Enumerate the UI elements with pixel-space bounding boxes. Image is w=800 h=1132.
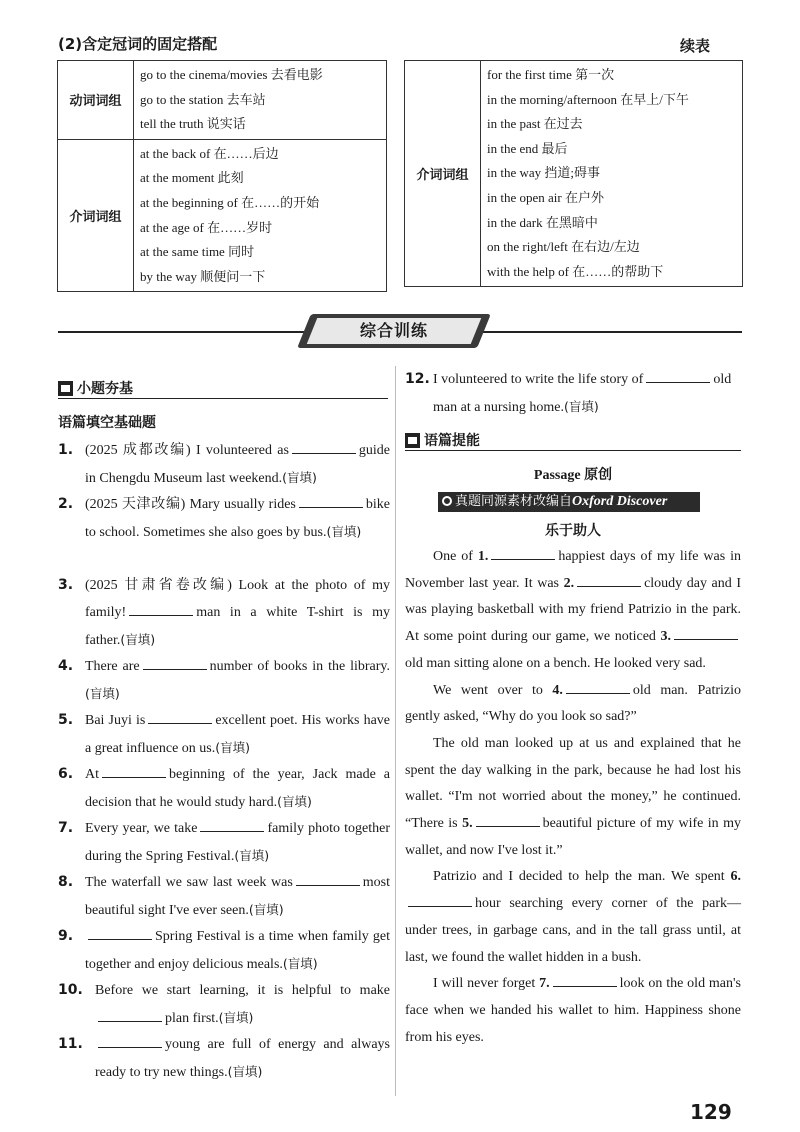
question-number: 2. [58, 496, 74, 512]
banner-rule-right [480, 331, 742, 333]
answer-blank[interactable] [143, 656, 207, 670]
question-item: 1. (2025 成都改编) I volunteered as guide in Chengdu Museum last weekend.(盲填) [58, 437, 390, 492]
category-cell: 动词词组 [58, 61, 134, 140]
answer-blank[interactable] [491, 546, 555, 560]
phrase-item: in the past 在过去 [487, 116, 583, 132]
continued-label: 续表 [680, 37, 711, 55]
section-heading: (2)含定冠词的固定搭配 [58, 35, 218, 53]
category-cell: 介词词组 [58, 139, 134, 292]
phrase-item: go to the station 去车站 [140, 91, 266, 107]
question-number: 4. [58, 658, 74, 674]
question-number: 8. [58, 874, 74, 890]
question-number: 11. [58, 1036, 83, 1052]
phrase-item: tell the truth 说实话 [140, 116, 246, 132]
question-item: 6. At beginning of the year, Jack made a decision that he would study hard.(盲填) [58, 761, 390, 816]
passage-title: 乐于助人 [545, 523, 601, 539]
question-item: 8. The waterfall we saw last week was most beautiful sight I've ever seen.(盲填) [58, 869, 390, 924]
answer-blank[interactable] [553, 973, 617, 987]
book-icon [58, 381, 73, 396]
items-cell [481, 61, 743, 287]
phrase-item: at the back of 在……后边 [140, 145, 279, 161]
paragraph: We went over to 4. old man. Patrizio gently asked, “Why do you look so sad?” [405, 678, 741, 731]
phrase-table-left [57, 60, 387, 292]
question-number: 1. [58, 442, 74, 458]
section-rule [58, 398, 388, 399]
phrase-item: at the moment 此刻 [140, 170, 244, 186]
question-item: 10. Before we start learning, it is helpful to makeplan first.(盲填) [58, 977, 390, 1032]
passage-label: Passage 原创 [533, 467, 613, 483]
answer-blank[interactable] [98, 1008, 162, 1022]
answer-blank[interactable] [408, 893, 472, 907]
question-number: 7. [58, 820, 74, 836]
answer-blank[interactable] [674, 626, 738, 640]
answer-blank[interactable] [566, 680, 630, 694]
answer-blank[interactable] [98, 1034, 162, 1048]
question-number: 10. [58, 982, 83, 998]
phrase-item: at the age of 在……岁时 [140, 219, 273, 235]
section-title-reading [405, 430, 480, 450]
answer-blank[interactable] [200, 818, 264, 832]
section-rule [405, 450, 741, 451]
question-item: 5. Bai Juyi is excellent poet. His works have a great influence on us.(盲填) [58, 707, 390, 762]
book-icon [405, 433, 420, 448]
paragraph: The old man looked up at us and explained that he spent the day walking in the park, because he had lost his wallet. “I'm not worried about the money,” he continued. “There is 5. beautiful picture of my wife in my wallet, and now I've lost it.” [405, 735, 741, 858]
question-item: 2. (2025 天津改编) Mary usually rides bike to school. Sometimes she also goes by bus.(盲填) [58, 491, 390, 546]
phrase-item: in the way 挡道;碍事 [487, 165, 601, 181]
passage-body [405, 544, 741, 1051]
phrase-item: go to the cinema/movies 去看电影 [140, 67, 323, 82]
question-item: 7. Every year, we take family photo together during the Spring Festival.(盲填) [58, 815, 390, 870]
banner-title: 综合训练 [359, 321, 428, 340]
phrase-item: in the open air 在户外 [487, 189, 604, 205]
answer-blank[interactable] [148, 710, 212, 724]
section-title-text: 小题夯基 [77, 381, 133, 397]
items-cell [134, 139, 387, 292]
table-row [58, 139, 387, 292]
phrase-item: in the dark 在黑暗中 [487, 214, 598, 230]
question-number: 12. [405, 371, 430, 387]
answer-blank[interactable] [577, 573, 641, 587]
paragraph: One of 1. happiest days of my life was in November last year. It was 2. cloudy day and I was playing basketball with my friend Patrizio in the park. At some point during our game, we noticed 3.old man sitting alone on a bench. He looked very sad. [405, 544, 741, 678]
paragraph: I will never forget 7. look on the old man's face when we handed his wallet to him. Happiness shone from his eyes. [405, 971, 741, 1051]
table-row [405, 61, 743, 287]
question-item: 12. I volunteered to write the life story of old man at a nursing home.(盲填) [405, 366, 741, 421]
answer-blank[interactable] [88, 926, 152, 940]
location-pin-icon [442, 496, 452, 506]
column-divider [395, 366, 396, 1096]
paragraph: Patrizio and I decided to help the man. We spent 6.hour searching every corner of the park—under trees, in garbage cans, and in the tall grass until, at last, we found the wallet hidden in a bush. [405, 869, 741, 965]
subsection-title: 语篇填空基础题 [58, 415, 156, 431]
phrase-item: on the right/left 在右边/左边 [487, 239, 640, 255]
question-item: 3. (2025 甘肃省卷改编) Look at the photo of my family! man in a white T-shirt is my father.(盲填) [58, 572, 390, 654]
question-number: 3. [58, 577, 74, 593]
phrase-item: for the first time 第一次 [487, 67, 615, 82]
banner-rule-left [58, 331, 308, 333]
question-number: 6. [58, 766, 74, 782]
phrase-item: by the way 顺便问一下 [140, 268, 266, 284]
table-row [58, 61, 387, 140]
answer-blank[interactable] [299, 494, 363, 508]
question-number: 5. [58, 712, 74, 728]
source-badge: 真题同源素材改编自Oxford Discover [438, 492, 700, 512]
question-number: 9. [58, 928, 74, 944]
items-cell [134, 61, 387, 140]
phrase-item: at the same time 同时 [140, 244, 255, 260]
section-title-basics [58, 378, 133, 398]
category-cell: 介词词组 [405, 61, 481, 287]
answer-blank[interactable] [129, 602, 193, 616]
answer-blank[interactable] [296, 872, 360, 886]
phrase-item: in the end 最后 [487, 140, 568, 156]
answer-blank[interactable] [476, 813, 540, 827]
answer-blank[interactable] [646, 369, 710, 383]
phrase-item: in the morning/afternoon 在早上/下午 [487, 91, 689, 107]
phrase-table-right [404, 60, 743, 287]
section-banner [304, 314, 484, 348]
question-item: 9. Spring Festival is a time when family get together and enjoy delicious meals.(盲填) [58, 923, 390, 978]
phrase-item: with the help of 在……的帮助下 [487, 263, 664, 279]
phrase-item: at the beginning of 在……的开始 [140, 194, 320, 210]
answer-blank[interactable] [102, 764, 166, 778]
section-title-text: 语篇提能 [424, 433, 480, 449]
question-item: 11. young are full of energy and always ready to try new things.(盲填) [58, 1031, 390, 1086]
answer-blank[interactable] [292, 440, 356, 454]
page-number: 129 [690, 1100, 732, 1124]
question-item: 4. There are number of books in the library.(盲填) [58, 653, 390, 708]
